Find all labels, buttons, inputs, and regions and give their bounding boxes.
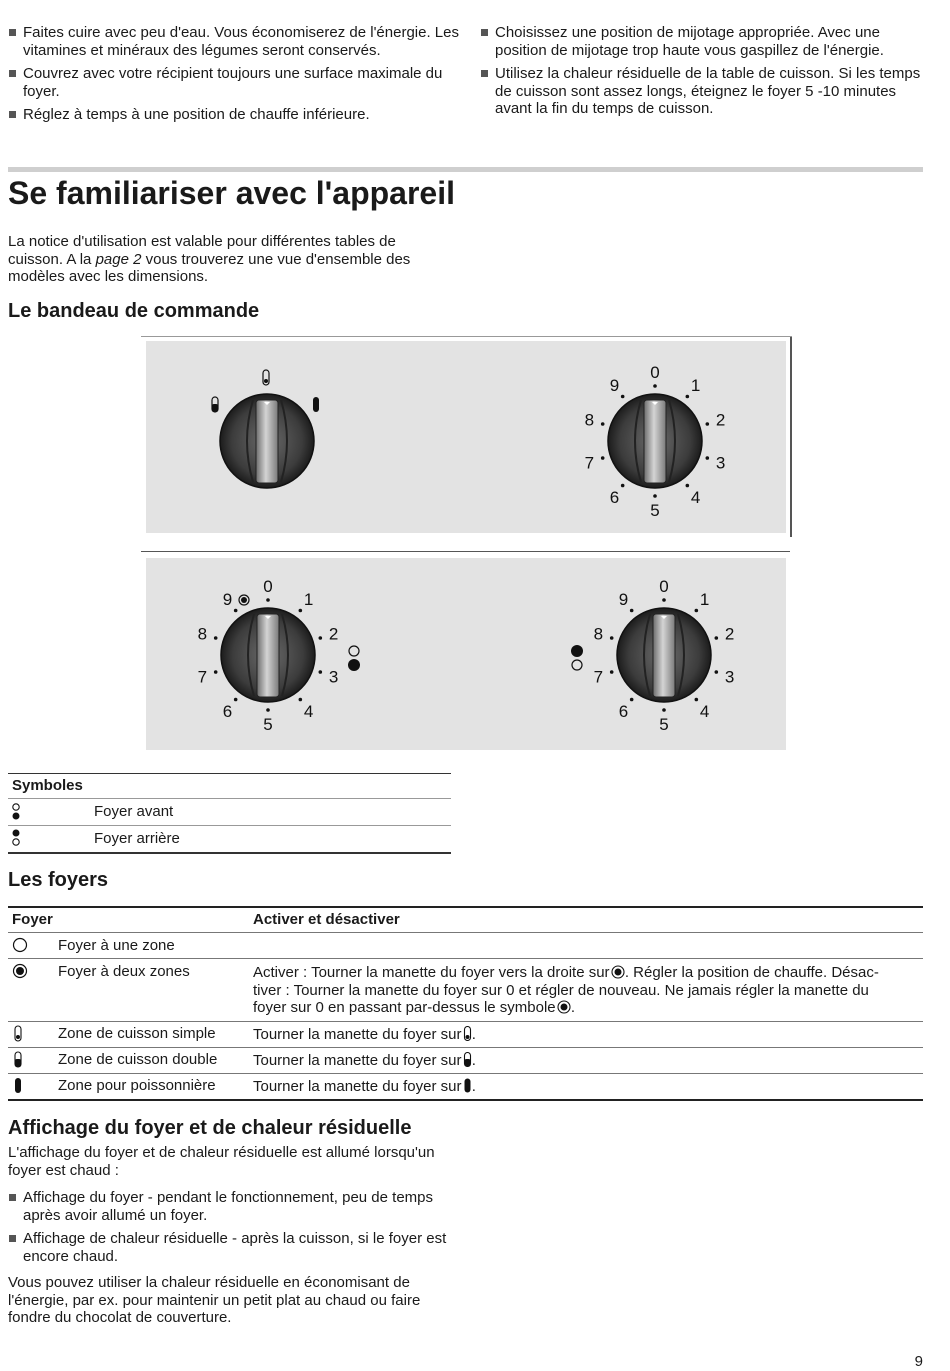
hob-action-text: Tourner la manette du foyer sur . [253,1078,476,1095]
dial-number: 9 [609,376,620,396]
dial-number: 3 [328,667,339,687]
page-number: 9 [914,1353,923,1370]
hob-name: Foyer à deux zones [58,963,190,980]
residual-outro: Vous pouvez utiliser la chaleur résiduelle en économisant de l'énergie, par ex. pour maintenir un petit plat au chaud ou faire fondre du chocolat de couverture. [8,1274,421,1326]
symbol-label: Foyer avant [94,803,174,820]
dial-tick [706,422,710,426]
dial-tick [601,456,605,460]
dial-tick [686,395,690,399]
residual-bullet: Affichage de chaleur résiduelle - après la cuisson, si le foyer est encore chaud. [8,1230,453,1265]
dial-number: 4 [690,487,701,507]
dial-number: 7 [593,667,604,687]
dial-tick [695,698,699,702]
dial-number: 5 [659,715,669,734]
fish-zone-icon [313,397,319,412]
dial-tick [601,422,605,426]
symbol-label: Foyer arrière [94,830,180,847]
dial-number: 9 [222,590,233,610]
intro-bullet: Couvrez avec votre récipient toujours une surface maximale du foyer. [8,65,463,100]
intro-bullet: Utilisez la chaleur résiduelle de la table de cuisson. Si les temps de cuisson sont assez longs, éteignez le foyer 5 -10 minutes avant la fin du temps de cuisson. [480,65,935,118]
hob-action-text: Tourner la manette du foyer sur . [253,1026,476,1043]
symbols-table-border [8,825,451,826]
hob-action-text: Activer : Tourner la manette du foyer vers la droite sur . Régler la position de chauffe. Désac- tiver : Tourner la manette du foyer sur 0 et régler de nouveau. Ne jamais régler la manette du foyer sur 0 en passant par-dessus le symbole . [253,964,879,1016]
dual-ring-icon [557,1000,571,1014]
dial-tick [695,609,699,613]
front-hob-indicator [571,645,583,670]
dial-tick [621,484,625,488]
rear-hob-indicator [348,646,360,671]
dial-tick [630,609,634,613]
hob-name: Zone de cuisson simple [58,1025,216,1042]
dial-number: 9 [618,590,629,610]
hobs-header-action: Activer et désactiver [253,911,400,928]
dial-tick [214,636,218,640]
single-zone-icon [263,370,269,385]
dial-tick [610,636,614,640]
dial-tick [686,484,690,488]
dial-tick [234,698,238,702]
double-zone-icon [13,1051,23,1069]
hobs-table-border [8,932,923,933]
front-hob-icon [11,803,21,821]
dial-number: 7 [197,667,208,687]
dial-tick [610,670,614,674]
dial-tick [266,708,270,712]
single-zone-icon [13,1025,23,1043]
dial-number: 0 [650,363,660,382]
zone-selector-knob[interactable] [220,394,314,488]
dial-tick [266,598,270,602]
hobs-table-border [8,1047,923,1048]
dial-tick [319,636,323,640]
section-intro: La notice d'utilisation est valable pour différentes tables de cuisson. A la page 2 vous trouverez une vue d'ensemble des modèles avec les dimensions. [8,233,411,285]
dial-tick [662,598,666,602]
dual-ring-icon [611,965,625,979]
dial-tick [630,698,634,702]
residual-title: Affichage du foyer et de chaleur résiduelle [8,1117,412,1139]
residual-bullet: Affichage du foyer - pendant le fonctionnement, peu de temps après avoir allumé un foyer. [8,1189,453,1224]
single-zone-icon [463,1026,472,1041]
hob-action-text: Tourner la manette du foyer sur . [253,1052,476,1069]
dial-tick [653,494,657,498]
hobs-table-border [8,906,923,908]
dial-number: 2 [328,624,339,644]
dial-tick [234,609,238,613]
symbols-table-border [8,852,451,854]
dial-number: 0 [659,577,669,596]
hobs-header-foyer: Foyer [12,911,53,928]
dial-number: 4 [699,701,710,721]
hobs-table-border [8,1073,923,1074]
symbols-table-border [8,798,451,799]
hobs-title: Les foyers [8,869,109,891]
intro-bullet: Faites cuire avec peu d'eau. Vous économiserez de l'énergie. Les vitamines et minéraux des légumes seront conservés. [8,24,463,59]
hobs-table-border [8,1099,923,1101]
dial-number: 1 [303,590,314,610]
residual-intro: L'affichage du foyer et de chaleur résiduelle est allumé lorsqu'un foyer est chaud : [8,1144,435,1179]
dial-number: 4 [303,701,314,721]
dial-number: 1 [690,376,701,396]
dial-tick [299,698,303,702]
dial-tick [715,670,719,674]
hobs-table-border [8,958,923,959]
hob-name: Zone de cuisson double [58,1051,218,1068]
dial-tick [662,708,666,712]
dial-tick [319,670,323,674]
double-zone-icon [212,397,218,412]
dual-ring-icon [12,963,28,979]
fish-zone-icon [13,1077,23,1095]
dial-number: 8 [197,624,208,644]
rear-hob-icon [11,829,21,847]
dial-number: 2 [715,410,726,430]
control-panel-title: Le bandeau de commande [8,300,260,322]
section-title: Se familiariser avec l'appareil [8,175,455,211]
dial-tick [621,395,625,399]
dial-number: 1 [699,590,710,610]
dial-number: 5 [650,501,660,520]
dial-number: 7 [584,453,595,473]
symbols-table-border [8,773,451,774]
hobs-table-border [8,1021,923,1022]
double-zone-icon [463,1052,472,1067]
power-level-knob[interactable] [221,608,315,702]
dial-number: 6 [618,701,629,721]
dial-number: 6 [222,701,233,721]
dial-tick [299,609,303,613]
dial-number: 3 [715,453,726,473]
power-level-knob[interactable] [617,608,711,702]
dial-tick [214,670,218,674]
dial-number: 8 [584,410,595,430]
hob-name: Zone pour poissonnière [58,1077,216,1094]
dial-number: 2 [724,624,735,644]
power-level-knob[interactable] [608,394,702,488]
dial-tick [653,384,657,388]
dial-tick [715,636,719,640]
dial-number: 0 [263,577,273,596]
dial-number: 6 [609,487,620,507]
dial-tick [706,456,710,460]
dial-number: 8 [593,624,604,644]
single-ring-icon [12,937,28,953]
fish-zone-icon [463,1078,472,1093]
intro-bullet: Réglez à temps à une position de chauffe inférieure. [8,106,463,124]
dial-number: 3 [724,667,735,687]
dual-ring-icon [239,595,249,605]
intro-bullet: Choisissez une position de mijotage appropriée. Avec une position de mijotage trop haute vous gaspillez de l'énergie. [480,24,935,59]
hob-name: Foyer à une zone [58,937,175,954]
dial-number: 5 [263,715,273,734]
symbols-header: Symboles [12,777,83,794]
